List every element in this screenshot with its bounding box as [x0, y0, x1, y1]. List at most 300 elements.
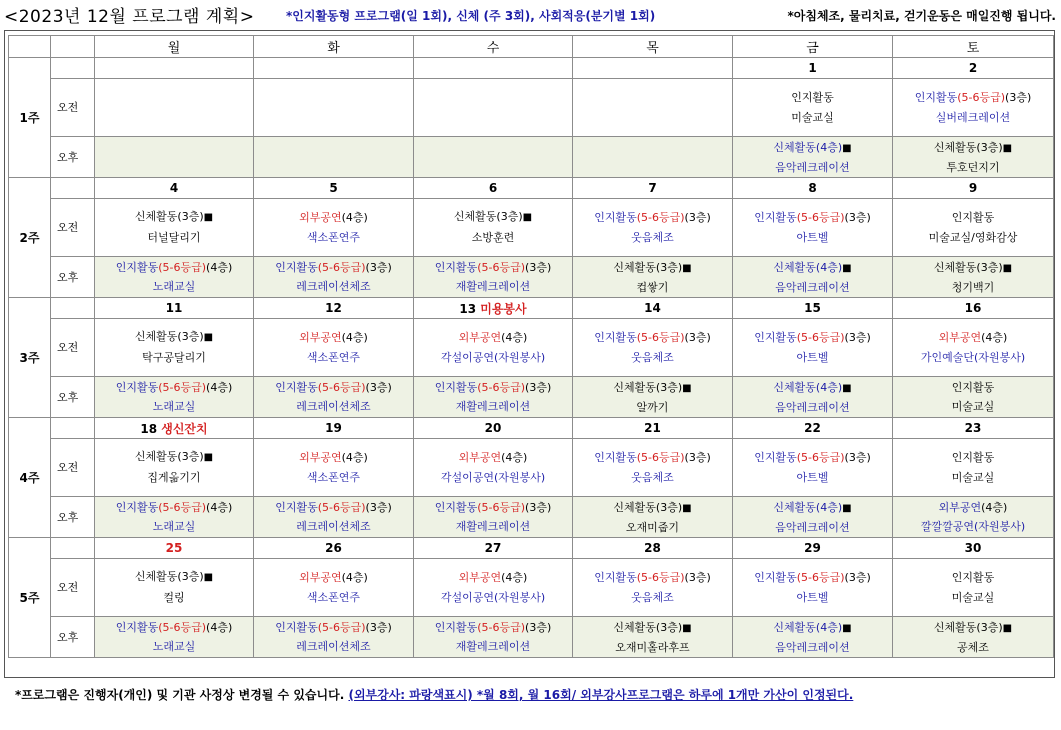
date-cell [573, 298, 733, 319]
activity-line [893, 468, 1053, 488]
activity-line [95, 498, 253, 517]
date-number: 4 [169, 181, 179, 195]
date-number: 2 [968, 61, 978, 75]
activity-line [733, 138, 892, 158]
activity-line [254, 228, 413, 248]
activity-line [414, 448, 572, 468]
activity-line [254, 277, 413, 296]
activity-cell [893, 79, 1054, 137]
date-number: 5 [329, 181, 338, 195]
activity-text: 탁구공달리기 [142, 351, 206, 364]
activity-line [733, 328, 892, 348]
date-number: 18 [140, 421, 158, 436]
activity-line [95, 517, 253, 536]
activity-line [573, 378, 732, 398]
activity-line [893, 397, 1053, 416]
activity-line [733, 638, 892, 657]
square-marker-icon: ■ [203, 572, 214, 583]
date-number: 11 [165, 301, 183, 315]
activity-cell [573, 319, 733, 377]
activity-text: (5-6등급) [477, 501, 526, 514]
activity-text: 음악레크레이션 [775, 280, 850, 294]
activity-line [573, 278, 732, 297]
activity-cell [573, 559, 733, 617]
date-number: 20 [484, 421, 502, 435]
activity-text: 외부공연 [458, 570, 502, 584]
activity-cell [893, 439, 1054, 497]
activity-text: 신체활동(3층) [933, 140, 1003, 154]
activity-line [254, 468, 413, 488]
activity-text: 외부공연 [299, 450, 342, 464]
activity-cell [573, 617, 733, 658]
morning-label: 오전 [51, 79, 95, 137]
morning-row [9, 559, 1054, 617]
activity-line [893, 517, 1053, 536]
activity-line [733, 258, 892, 278]
activity-text: 신체활동(4층) [773, 140, 843, 154]
activity-text: (4층) [981, 501, 1008, 514]
activity-text: (5-6등급) [477, 261, 526, 274]
activity-cell [254, 439, 414, 497]
activity-line [573, 448, 732, 468]
activity-text: 노래교실 [152, 280, 196, 293]
weekday-header-row [9, 36, 1054, 58]
afternoon-row [9, 377, 1054, 418]
activity-text: 인지활동 [434, 501, 478, 514]
activity-text: 각설이공연(자원봉사) [440, 350, 546, 364]
activity-cell [95, 79, 254, 137]
activity-text: 외부공연 [458, 330, 502, 344]
footer-text: *프로그램은 진행자(개인) 및 기관 사정상 변경될 수 있습니다. [15, 688, 345, 702]
morning-label: 오전 [51, 439, 95, 497]
date-number: 9 [968, 181, 978, 195]
date-number: 8 [808, 181, 817, 195]
activity-text: 인지활동 [951, 570, 995, 584]
activity-text: 인지활동 [115, 501, 159, 514]
activity-cell [733, 257, 893, 298]
square-marker-icon: ■ [842, 622, 852, 634]
activity-cell [893, 257, 1054, 298]
morning-row [9, 199, 1054, 257]
activity-line [254, 258, 413, 277]
activity-text: 인지활동 [115, 261, 159, 274]
activity-cell [573, 377, 733, 418]
activity-line [254, 397, 413, 416]
date-cell [414, 58, 573, 79]
activity-line [95, 327, 253, 348]
activity-cell [414, 257, 573, 298]
afternoon-row [9, 137, 1054, 178]
activity-text: (3층) [525, 501, 552, 514]
week-label: 3주 [9, 298, 51, 418]
activity-text: (3층) [684, 330, 711, 344]
footer-instructor-note: (외부강사: 파랑색표시) *월 8회, 월 16회/ 외부강사프로그램은 하루에 1개만 가산이 인정된다. [348, 688, 854, 702]
page-title: <2023년 12월 프로그램 계획> [4, 7, 255, 27]
activity-text: 인지활동 [275, 261, 318, 274]
activity-text: 각설이공연(자원봉사) [440, 590, 546, 604]
activity-text: 외부공연 [299, 330, 342, 344]
activity-text: 인지활동 [434, 381, 478, 394]
date-cell [95, 538, 254, 559]
activity-text: 미술교실 [791, 110, 834, 124]
activity-line [414, 468, 572, 488]
activity-text: (3층) [844, 570, 871, 584]
date-cell [733, 58, 893, 79]
activity-text: 인지활동 [434, 621, 478, 634]
activity-cell [573, 497, 733, 538]
activity-text: (3층) [844, 330, 871, 344]
square-marker-icon: ■ [842, 262, 852, 274]
activity-text: (4층) [206, 621, 233, 634]
activity-line [733, 398, 892, 417]
square-marker-icon: ■ [522, 212, 533, 223]
activity-line [573, 638, 732, 657]
activity-text: 신체활동(3층) [134, 210, 204, 223]
activity-line [254, 328, 413, 348]
activity-text: 인지활동 [754, 210, 797, 224]
activity-text: (5-6등급) [957, 90, 1006, 104]
activity-line [573, 328, 732, 348]
activity-line [573, 258, 732, 278]
activity-text: (5-6등급) [317, 261, 366, 274]
daily-activity-note: *아침체조, 물리치료, 걷기운동은 매일진행 됩니다. [787, 9, 1056, 23]
activity-text: 음악레크레이션 [775, 400, 850, 414]
activity-text: 인지활동 [951, 381, 995, 394]
activity-text: 인지활동 [594, 210, 637, 224]
activity-text: 인지활동 [791, 90, 834, 104]
activity-line [254, 517, 413, 536]
activity-line [254, 348, 413, 368]
activity-text: (4층) [341, 450, 368, 464]
activity-line [733, 108, 892, 128]
activity-text: (4층) [206, 261, 233, 274]
morning-row [9, 79, 1054, 137]
activity-line [733, 208, 892, 228]
activity-line [573, 348, 732, 368]
activity-text: (4층) [341, 330, 368, 344]
activity-cell [893, 497, 1054, 538]
activity-text: (3층) [365, 261, 392, 274]
activity-text: 깔깔깔공연(자원봉사) [920, 520, 1026, 533]
activity-text: 노래교실 [152, 640, 196, 653]
event-label: 미용봉사 [480, 301, 527, 316]
activity-line [893, 348, 1053, 368]
activity-cell [733, 559, 893, 617]
square-marker-icon: ■ [682, 502, 692, 514]
date-number: 14 [644, 301, 661, 315]
activity-text: (4층) [981, 330, 1008, 344]
activity-text: 인지활동 [754, 330, 797, 344]
activity-line [414, 207, 572, 228]
activity-cell [95, 319, 254, 377]
activity-text: 가인예술단(자원봉사) [920, 350, 1026, 364]
corner-cell [9, 36, 51, 58]
activity-line [893, 208, 1053, 228]
date-number: 13 [459, 301, 477, 316]
activity-line [733, 588, 892, 608]
activity-line [414, 637, 572, 656]
activity-text: 인지활동 [594, 570, 637, 584]
activity-cell [893, 377, 1054, 418]
weekday-thu: 목 [573, 36, 733, 58]
activity-text: 신체활동(3층) [933, 620, 1003, 634]
activity-text: (5-6등급) [317, 381, 366, 394]
date-spacer-cell [51, 178, 95, 199]
activity-cell [95, 617, 254, 658]
activity-text: (5-6등급) [158, 501, 207, 514]
square-marker-icon: ■ [842, 142, 852, 154]
activity-line [893, 108, 1053, 128]
date-cell [254, 178, 414, 199]
activity-line [95, 207, 253, 228]
activity-line [95, 468, 253, 488]
activity-line [733, 278, 892, 297]
activity-text: (5-6등급) [636, 450, 685, 464]
date-cell [573, 418, 733, 439]
square-marker-icon: ■ [203, 452, 214, 463]
activity-cell [414, 439, 573, 497]
activity-text: (4층) [206, 501, 233, 514]
activity-text: (3층) [365, 621, 392, 634]
date-number: 22 [804, 421, 821, 435]
activity-cell [733, 79, 893, 137]
activity-line [414, 618, 572, 637]
activity-cell [95, 137, 254, 178]
activity-text: 재활레크레이션 [455, 520, 531, 533]
activity-cell [95, 439, 254, 497]
activity-text: 컬링 [163, 591, 185, 604]
activity-text: (3층) [844, 450, 871, 464]
activity-text: 외부공연 [458, 450, 502, 464]
activity-line [893, 448, 1053, 468]
date-number: 19 [325, 421, 342, 435]
activity-line [95, 397, 253, 416]
activity-cell [254, 199, 414, 257]
date-number: 28 [644, 541, 661, 555]
activity-text: 아트벨 [796, 470, 829, 484]
activity-cell [95, 257, 254, 298]
activity-text: (3층) [684, 450, 711, 464]
activity-line [573, 468, 732, 488]
activity-text: 실버레크레이션 [935, 110, 1011, 124]
activity-line [414, 568, 572, 588]
weekday-tue: 화 [254, 36, 414, 58]
activity-text: 인지활동 [115, 381, 159, 394]
activity-line [254, 208, 413, 228]
activity-line [573, 398, 732, 417]
date-cell [573, 538, 733, 559]
activity-text: 외부공연 [299, 570, 342, 584]
activity-line [893, 138, 1053, 158]
activity-text: (5-6등급) [796, 330, 845, 344]
activity-cell [95, 377, 254, 418]
date-number: 27 [484, 541, 502, 555]
week-label: 1주 [9, 58, 51, 178]
activity-text: 신체활동(3층) [613, 260, 683, 274]
activity-text: 신체활동(3층) [134, 570, 204, 583]
footer-note [15, 686, 853, 703]
activity-text: 인지활동 [594, 330, 637, 344]
activity-line [414, 517, 572, 536]
date-cell [893, 298, 1054, 319]
activity-text: 색소폰연주 [306, 470, 361, 484]
activity-text: (5-6등급) [317, 501, 366, 514]
date-number: 15 [804, 301, 821, 315]
square-marker-icon: ■ [1002, 142, 1013, 154]
date-row [9, 418, 1054, 439]
date-cell [95, 58, 254, 79]
activity-line [573, 498, 732, 518]
activity-line [414, 588, 572, 608]
activity-text: 재활레크레이션 [455, 640, 531, 653]
activity-line [893, 568, 1053, 588]
activity-text: (5-6등급) [636, 210, 685, 224]
activity-text: (5-6등급) [636, 330, 685, 344]
activity-line [414, 328, 572, 348]
activity-text: 인지활동 [115, 621, 159, 634]
activity-text: 인지활동 [594, 450, 637, 464]
activity-text: 노래교실 [152, 520, 196, 533]
activity-line [254, 637, 413, 656]
weekday-sat: 토 [893, 36, 1054, 58]
activity-text: 신체활동(3층) [453, 210, 523, 223]
activity-line [254, 588, 413, 608]
activity-text: 색소폰연주 [306, 590, 361, 604]
activity-text: 신체활동(4층) [773, 380, 843, 394]
activity-text: (5-6등급) [317, 621, 366, 634]
weekday-mon: 월 [95, 36, 254, 58]
activity-text: (5-6등급) [477, 621, 526, 634]
afternoon-label: 오후 [51, 497, 95, 538]
activity-cell [414, 497, 573, 538]
morning-row [9, 319, 1054, 377]
activity-text: (3층) [365, 381, 392, 394]
activity-text: 레크레이션체조 [296, 400, 371, 413]
date-number: 6 [488, 181, 498, 195]
date-number: 25 [165, 541, 183, 555]
activity-line [733, 88, 892, 108]
activity-cell [254, 79, 414, 137]
activity-line [893, 278, 1053, 297]
date-number: 7 [648, 181, 657, 195]
activity-line [573, 228, 732, 248]
activity-cell [733, 199, 893, 257]
activity-text: (4층) [501, 570, 528, 584]
activity-text: 음악레크레이션 [775, 520, 850, 534]
activity-line [414, 258, 572, 277]
square-marker-icon: ■ [842, 382, 852, 394]
date-cell [573, 58, 733, 79]
activity-line [573, 618, 732, 638]
activity-cell [573, 257, 733, 298]
date-cell [414, 418, 573, 439]
date-row [9, 538, 1054, 559]
activity-text: 외부공연 [938, 501, 982, 514]
activity-cell [414, 79, 573, 137]
square-marker-icon: ■ [203, 332, 214, 343]
activity-cell [893, 319, 1054, 377]
activity-cell [893, 199, 1054, 257]
activity-line [733, 468, 892, 488]
activity-cell [573, 79, 733, 137]
activity-text: 신체활동(3층) [933, 260, 1003, 274]
date-cell [893, 58, 1054, 79]
activity-text: 인지활동 [434, 261, 478, 274]
activity-line [733, 618, 892, 638]
activity-line [95, 637, 253, 656]
activity-text: 신체활동(3층) [613, 380, 683, 394]
activity-cell [254, 497, 414, 538]
activity-text: (3층) [525, 261, 552, 274]
activity-text: 신체활동(3층) [613, 620, 683, 634]
activity-text: 인지활동 [914, 90, 958, 104]
activity-line [893, 228, 1053, 248]
activity-cell [414, 617, 573, 658]
activity-text: (5-6등급) [796, 210, 845, 224]
activity-text: 집게옮기기 [147, 471, 201, 484]
morning-label: 오전 [51, 199, 95, 257]
activity-text: 아트벨 [796, 350, 829, 364]
square-marker-icon: ■ [1002, 262, 1013, 274]
activity-line [95, 567, 253, 588]
activity-line [95, 228, 253, 248]
activity-line [414, 498, 572, 517]
activity-text: 외부공연 [938, 330, 982, 344]
activity-text: 레크레이션체조 [296, 280, 371, 293]
activity-line [573, 588, 732, 608]
square-marker-icon: ■ [1002, 622, 1013, 634]
activity-line [893, 588, 1053, 608]
activity-text: 노래교실 [152, 400, 196, 413]
activity-text: (5-6등급) [158, 261, 207, 274]
activity-cell [254, 257, 414, 298]
activity-text: 공체조 [957, 640, 989, 654]
date-number: 29 [804, 541, 821, 555]
activity-cell [254, 319, 414, 377]
activity-text: (4층) [501, 330, 528, 344]
activity-text: 인지활동 [275, 501, 318, 514]
activity-line [254, 498, 413, 517]
activity-line [414, 228, 572, 248]
square-marker-icon: ■ [682, 262, 692, 274]
activity-line [733, 498, 892, 518]
date-cell [733, 298, 893, 319]
activity-line [95, 618, 253, 637]
activity-text: 인지활동 [754, 570, 797, 584]
activity-cell [573, 439, 733, 497]
date-cell [893, 178, 1054, 199]
activity-text: 소방훈련 [471, 231, 515, 244]
date-number: 26 [325, 541, 342, 555]
activity-text: (4층) [206, 381, 233, 394]
activity-text: 인지활동 [275, 621, 318, 634]
activity-text: (5-6등급) [796, 570, 845, 584]
activity-cell [733, 377, 893, 418]
date-cell [414, 298, 573, 319]
activity-text: 미술교실 [951, 470, 995, 484]
morning-label: 오전 [51, 559, 95, 617]
date-cell [254, 298, 414, 319]
activity-line [733, 378, 892, 398]
activity-line [893, 378, 1053, 397]
afternoon-label: 오후 [51, 257, 95, 298]
date-row [9, 58, 1054, 79]
activity-text: 터널달리기 [147, 231, 201, 244]
activity-cell [414, 319, 573, 377]
activity-line [95, 277, 253, 296]
activity-text: (5-6등급) [796, 450, 845, 464]
activity-text: (5-6등급) [477, 381, 526, 394]
